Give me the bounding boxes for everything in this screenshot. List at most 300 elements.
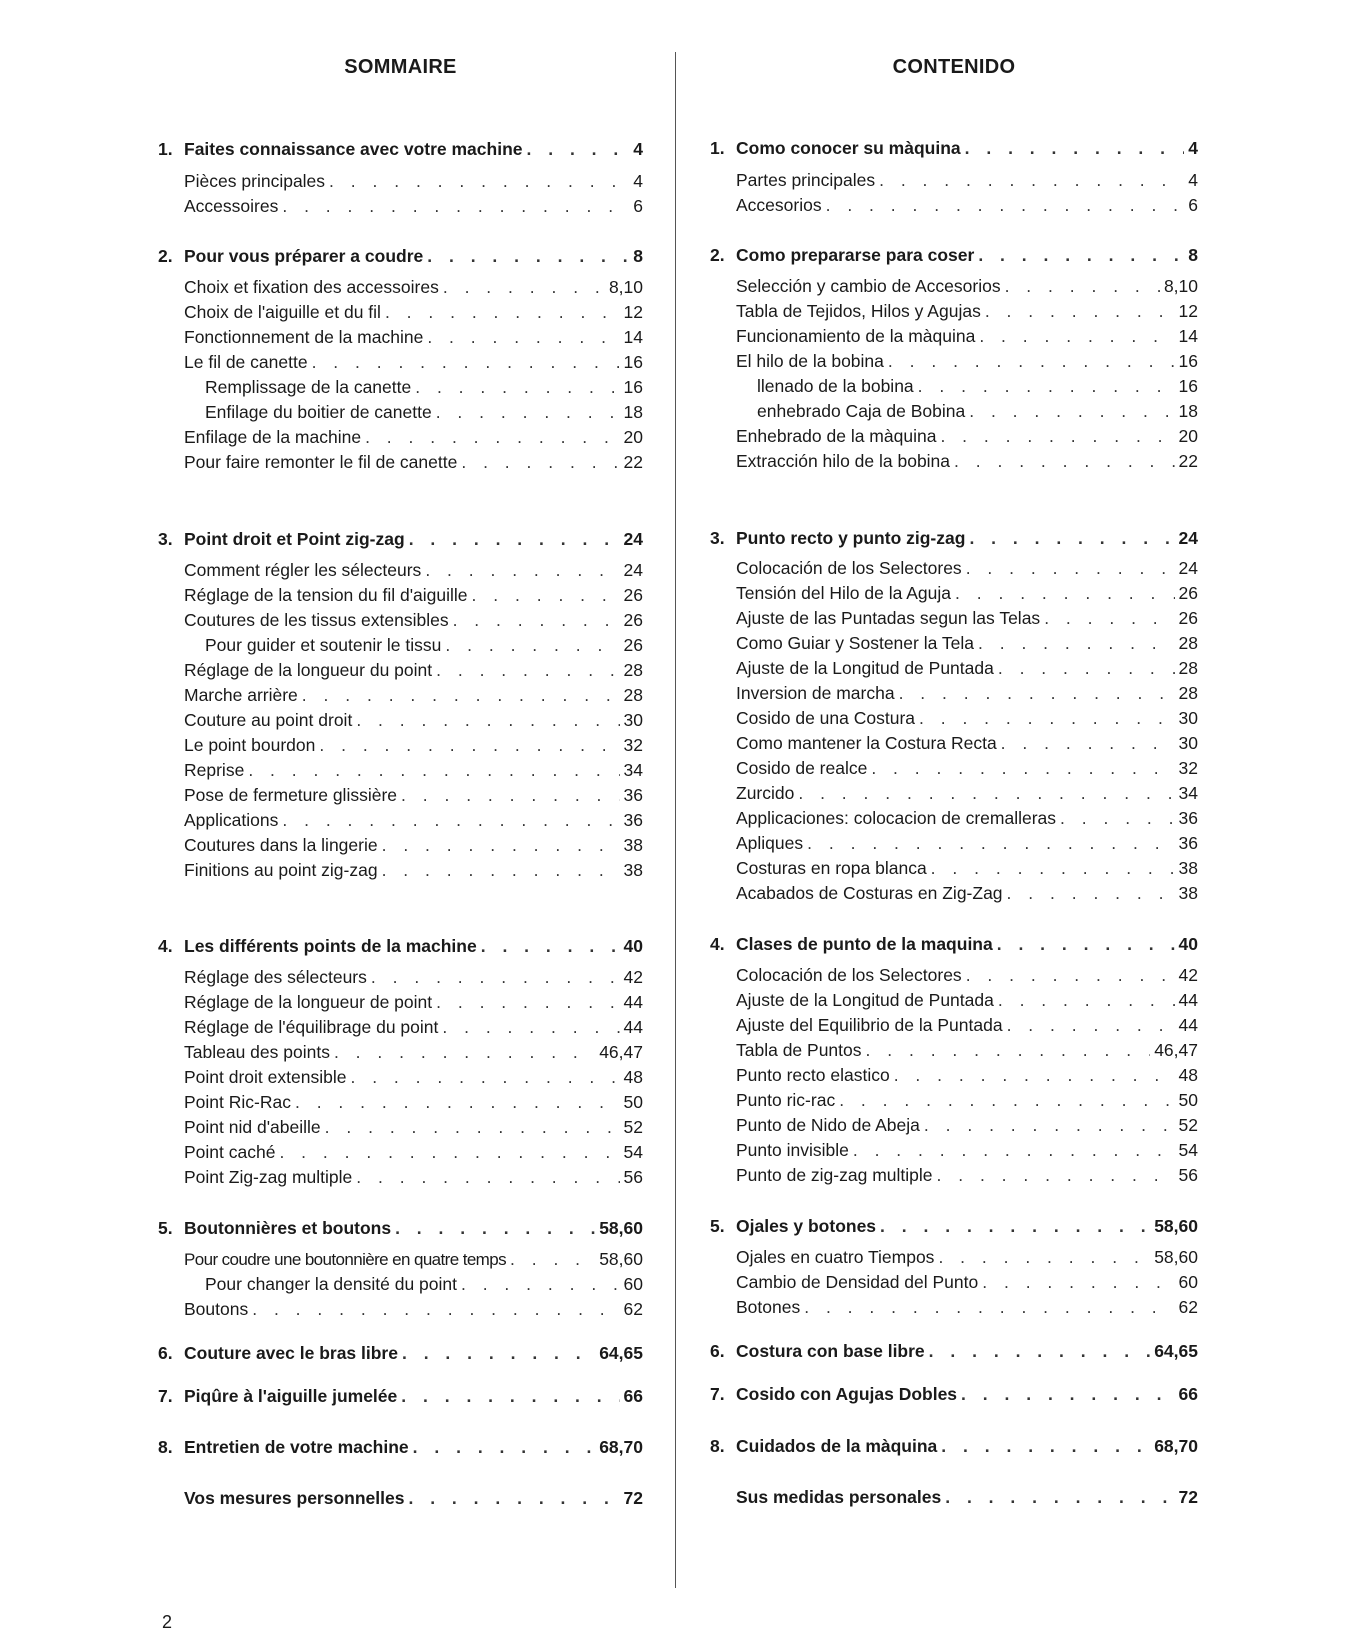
dot-leader xyxy=(1007,1014,1175,1036)
toc-entry-text: Costuras en ropa blanca xyxy=(736,858,927,878)
toc-page-number: 44 xyxy=(1178,1015,1198,1035)
dot-leader xyxy=(924,1114,1175,1136)
toc-section-number: 4. xyxy=(710,934,725,954)
toc-page-number: 50 xyxy=(1178,1090,1198,1110)
toc-entry-text: Punto de zig-zag multiple xyxy=(736,1165,933,1185)
french-toc-entry xyxy=(184,834,643,856)
spanish-toc-entry xyxy=(736,1089,1198,1111)
toc-entry-label xyxy=(710,1435,937,1457)
toc-entry-text: Pour coudre une boutonnière en quatre temps xyxy=(184,1250,506,1269)
toc-entry-text: Sus medidas personales xyxy=(736,1487,942,1507)
toc-page-number: 12 xyxy=(1178,301,1198,321)
toc-entry-label xyxy=(158,1385,397,1407)
spanish-toc-entry xyxy=(710,933,1198,955)
toc-entry-text: Ajuste de la Longitud de Puntada xyxy=(736,990,994,1010)
spanish-toc-entry xyxy=(710,1435,1198,1457)
spanish-toc-entry xyxy=(736,325,1198,347)
dot-leader xyxy=(985,300,1175,322)
spanish-toc-entry xyxy=(736,964,1198,986)
spanish-toc-entry xyxy=(736,1246,1198,1268)
toc-entry-text: Marche arrière xyxy=(184,685,298,705)
toc-page-number: 66 xyxy=(1178,1384,1198,1404)
dot-leader xyxy=(961,1383,1174,1405)
toc-entry-text: Cosido con Agujas Dobles xyxy=(736,1384,958,1404)
toc-entry-label xyxy=(736,169,875,191)
french-toc-entry xyxy=(158,1342,643,1364)
toc-entry-text: Couture au point droit xyxy=(184,710,353,730)
spanish-toc-entry xyxy=(736,1014,1198,1036)
dot-leader xyxy=(356,1166,619,1188)
french-toc-entry xyxy=(184,684,643,706)
french-toc-entry xyxy=(205,1273,643,1295)
toc-section-number: 7. xyxy=(710,1384,725,1404)
toc-entry-text: Pour faire remonter le fil de canette xyxy=(184,452,458,472)
toc-entry-text: Boutons xyxy=(184,1299,249,1319)
toc-entry-label xyxy=(710,1215,876,1237)
toc-page-number: 68,70 xyxy=(1154,1436,1198,1456)
french-toc-entry xyxy=(184,1298,643,1320)
toc-entry-label xyxy=(736,1271,978,1293)
french-toc-entry xyxy=(184,1141,643,1163)
toc-entry-text: llenado de la bobina xyxy=(757,376,914,396)
toc-page-number: 38 xyxy=(623,835,643,855)
dot-leader xyxy=(282,809,619,831)
toc-entry-label xyxy=(736,882,1003,904)
toc-entry-label xyxy=(710,527,965,549)
dot-leader xyxy=(1044,607,1174,629)
toc-page-number: 52 xyxy=(1178,1115,1198,1135)
toc-page-number: 46,47 xyxy=(599,1042,643,1062)
toc-entry-label xyxy=(736,682,895,704)
toc-entry-label xyxy=(736,707,915,729)
toc-entry-text: Accessoires xyxy=(184,196,279,216)
french-toc-entry xyxy=(158,1385,643,1407)
toc-page-number: 32 xyxy=(1178,758,1198,778)
toc-entry-label xyxy=(736,1164,933,1186)
spanish-toc-entry xyxy=(736,300,1198,322)
dot-leader xyxy=(350,1066,619,1088)
toc-entry-text: Selección y cambio de Accesorios xyxy=(736,276,1001,296)
toc-page-number: 18 xyxy=(1178,401,1198,421)
dot-leader xyxy=(998,989,1175,1011)
toc-page-number: 20 xyxy=(623,427,643,447)
french-toc-entry xyxy=(184,451,643,473)
french-toc-entry xyxy=(184,1248,643,1271)
toc-entry-text: Choix de l'aiguille et du fil xyxy=(184,302,381,322)
toc-entry-label xyxy=(184,709,352,731)
dot-leader xyxy=(804,1296,1174,1318)
toc-page-number: 16 xyxy=(1178,351,1198,371)
dot-leader xyxy=(436,991,619,1013)
dot-leader xyxy=(527,138,630,160)
toc-section-number: 1. xyxy=(158,139,173,159)
toc-entry-label xyxy=(736,807,1056,829)
toc-page-number: 36 xyxy=(623,785,643,805)
spanish-toc-entry xyxy=(736,275,1198,297)
toc-entry-text: Pièces principales xyxy=(184,171,326,191)
dot-leader xyxy=(427,245,629,267)
dot-leader xyxy=(919,707,1175,729)
toc-page-number: 52 xyxy=(623,1117,643,1137)
toc-page-number: 60 xyxy=(623,1274,643,1294)
toc-entry-text: Cuidados de la màquina xyxy=(736,1436,938,1456)
toc-entry-text: El hilo de la bobina xyxy=(736,351,884,371)
toc-entry-text: Pour guider et soutenir le tissu xyxy=(205,635,442,655)
spanish-toc-entry xyxy=(736,1114,1198,1136)
toc-section-number: 8. xyxy=(710,1436,725,1456)
toc-page-number: 8 xyxy=(633,246,643,266)
toc-page-number: 40 xyxy=(1178,934,1198,954)
toc-entry-label xyxy=(736,425,936,447)
dot-leader xyxy=(425,559,619,581)
toc-entry-label xyxy=(736,1014,1003,1036)
toc-section-number: 8. xyxy=(158,1437,173,1457)
dot-leader xyxy=(382,834,620,856)
toc-page-number: 26 xyxy=(623,610,643,630)
toc-entry-text: Comment régler les sélecteurs xyxy=(184,560,422,580)
dot-leader xyxy=(997,933,1175,955)
toc-page-number: 28 xyxy=(623,685,643,705)
toc-page-number: 16 xyxy=(623,377,643,397)
toc-page-number: 30 xyxy=(1178,708,1198,728)
dot-leader xyxy=(453,609,620,631)
toc-entry-text: Punto de Nido de Abeja xyxy=(736,1115,920,1135)
toc-page-number: 16 xyxy=(1178,376,1198,396)
dot-leader xyxy=(965,137,1185,159)
dot-leader xyxy=(279,1141,619,1163)
dot-leader xyxy=(969,527,1174,549)
dot-leader xyxy=(252,1298,619,1320)
toc-entry-text: Pose de fermeture glissière xyxy=(184,785,398,805)
dot-leader xyxy=(839,1089,1174,1111)
dot-leader xyxy=(853,1139,1175,1161)
toc-page-number: 56 xyxy=(623,1167,643,1187)
toc-entry-text: Colocación de los Selectores xyxy=(736,558,962,578)
toc-entry-label xyxy=(710,244,974,266)
toc-entry-text: enhebrado Caja de Bobina xyxy=(757,401,966,421)
toc-entry-text: Réglage de l'équilibrage du point xyxy=(184,1017,439,1037)
toc-page-number: 58,60 xyxy=(599,1218,643,1238)
toc-page-number: 36 xyxy=(623,810,643,830)
spanish-toc-entry xyxy=(736,607,1198,629)
toc-page-number: 4 xyxy=(633,171,643,191)
toc-entry-label xyxy=(184,1298,248,1320)
toc-entry-label xyxy=(184,784,397,806)
toc-entry-text: Zurcido xyxy=(736,783,795,803)
toc-entry-text: Reprise xyxy=(184,760,245,780)
toc-page-number: 26 xyxy=(623,585,643,605)
toc-page-number: 72 xyxy=(1178,1487,1198,1507)
dot-leader xyxy=(1060,807,1175,829)
toc-page-number: 26 xyxy=(1178,583,1198,603)
toc-entry-text: Apliques xyxy=(736,833,804,853)
toc-entry-label xyxy=(184,609,449,631)
toc-entry-text: Como mantener la Costura Recta xyxy=(736,733,997,753)
toc-entry-text: Le fil de canette xyxy=(184,352,308,372)
dot-leader xyxy=(955,582,1175,604)
toc-page-number: 8,10 xyxy=(608,277,643,297)
toc-page-number: 44 xyxy=(1178,990,1198,1010)
toc-entry-label xyxy=(736,275,1001,297)
toc-entry-text: Como prepararse para coser xyxy=(736,245,975,265)
dot-leader xyxy=(302,684,620,706)
toc-entry-text: Acabados de Costuras en Zig-Zag xyxy=(736,883,1003,903)
toc-entry-label xyxy=(184,559,421,581)
dot-leader xyxy=(982,1271,1174,1293)
toc-page-number: 34 xyxy=(623,760,643,780)
dot-leader xyxy=(899,682,1175,704)
toc-entry-text: Como conocer su màquina xyxy=(736,138,961,158)
toc-page-number: 34 xyxy=(1178,783,1198,803)
toc-entry-label xyxy=(184,584,468,606)
toc-entry-text: Pour vous préparer a coudre xyxy=(184,246,424,266)
toc-entry-label xyxy=(184,991,432,1013)
french-toc-entry xyxy=(184,351,643,373)
toc-page-number: 42 xyxy=(1178,965,1198,985)
dot-leader xyxy=(954,450,1175,472)
toc-page-number: 58,60 xyxy=(599,1249,643,1269)
toc-page-number: 68,70 xyxy=(599,1437,643,1457)
dot-leader xyxy=(894,1064,1175,1086)
toc-entry-label xyxy=(736,194,822,216)
french-toc-entry xyxy=(158,528,643,550)
toc-entry-label xyxy=(736,964,962,986)
spanish-toc-entry xyxy=(736,657,1198,679)
french-toc-entry xyxy=(184,859,643,881)
toc-entry-text: Botones xyxy=(736,1297,801,1317)
toc-entry-label xyxy=(736,857,927,879)
spanish-toc-entry xyxy=(757,400,1198,422)
toc-entry-label xyxy=(184,966,367,988)
toc-entry-text: Applications xyxy=(184,810,279,830)
french-toc-entry xyxy=(184,1066,643,1088)
toc-entry-text: Piqûre à l'aiguille jumelée xyxy=(184,1386,398,1406)
spanish-toc-entry xyxy=(736,807,1198,829)
toc-entry-text: Como Guiar y Sostener la Tela xyxy=(736,633,974,653)
toc-entry-text: Colocación de los Selectores xyxy=(736,965,962,985)
toc-entry-text: Enfilage du boitier de canette xyxy=(205,402,432,422)
toc-entry-label xyxy=(184,659,432,681)
spanish-toc-entry xyxy=(710,1215,1198,1237)
dot-leader xyxy=(325,1116,620,1138)
toc-section-number: 7. xyxy=(158,1386,173,1406)
toc-page-number: 44 xyxy=(623,992,643,1012)
toc-page-number: 30 xyxy=(623,710,643,730)
dot-leader xyxy=(826,194,1185,216)
toc-entry-label xyxy=(184,195,278,217)
toc-entry-text: Boutonnières et boutons xyxy=(184,1218,392,1238)
dot-leader xyxy=(472,584,620,606)
toc-entry-label xyxy=(205,401,432,423)
french-toc-entry xyxy=(184,276,643,298)
spanish-toc-entry xyxy=(736,832,1198,854)
toc-entry-label xyxy=(736,989,994,1011)
toc-entry-label xyxy=(736,300,981,322)
toc-section-number: 3. xyxy=(158,529,173,549)
spanish-toc-entry xyxy=(736,857,1198,879)
french-toc-entry xyxy=(184,170,643,192)
toc-entry-label xyxy=(205,376,411,398)
toc-entry-label xyxy=(158,1217,391,1239)
french-toc-entry xyxy=(184,195,643,217)
dot-leader xyxy=(436,401,620,423)
toc-entry-text: Point caché xyxy=(184,1142,276,1162)
french-toc-entry xyxy=(184,609,643,631)
spanish-toc-entry xyxy=(736,350,1198,372)
dot-leader xyxy=(945,1486,1174,1508)
toc-entry-text: Coutures de les tissus extensibles xyxy=(184,610,449,630)
dot-leader xyxy=(385,301,620,323)
toc-entry-label xyxy=(158,138,523,160)
toc-page-number: 18 xyxy=(623,402,643,422)
toc-entry-text: Réglage de la longueur du point xyxy=(184,660,433,680)
toc-page-number: 62 xyxy=(623,1299,643,1319)
toc-page-number: 4 xyxy=(1188,170,1198,190)
dot-leader xyxy=(356,709,619,731)
toc-entry-label xyxy=(736,782,794,804)
dot-leader xyxy=(402,1342,595,1364)
toc-entry-text: Ojales y botones xyxy=(736,1216,877,1236)
toc-page-number: 54 xyxy=(623,1142,643,1162)
toc-entry-text: Enhebrado de la màquina xyxy=(736,426,937,446)
toc-page-number: 28 xyxy=(623,660,643,680)
toc-entry-text: Ojales en cuatro Tiempos xyxy=(736,1247,935,1267)
toc-entry-label xyxy=(184,759,244,781)
dot-leader xyxy=(461,1273,620,1295)
dot-leader xyxy=(1001,732,1175,754)
toc-page-number: 26 xyxy=(1178,608,1198,628)
toc-page-number: 36 xyxy=(1178,808,1198,828)
toc-entry-label xyxy=(736,582,951,604)
toc-entry-label xyxy=(184,1487,404,1509)
toc-entry-text: Réglage des sélecteurs xyxy=(184,967,367,987)
spanish-toc-entry xyxy=(736,450,1198,472)
toc-entry-text: Entretien de votre machine xyxy=(184,1437,409,1457)
toc-entry-text: Enfilage de la machine xyxy=(184,427,362,447)
toc-entry-text: Le point bourdon xyxy=(184,735,316,755)
toc-entry-label xyxy=(158,528,405,550)
toc-entry-text: Point Zig-zag multiple xyxy=(184,1167,353,1187)
toc-page-number: 8,10 xyxy=(1163,276,1198,296)
toc-entry-label xyxy=(757,375,914,397)
dot-leader xyxy=(880,1215,1150,1237)
french-toc-entry xyxy=(158,245,643,267)
french-toc-entry xyxy=(205,401,643,423)
toc-entry-label xyxy=(736,657,994,679)
spanish-toc-entry xyxy=(710,244,1198,266)
spanish-toc-entry xyxy=(736,425,1198,447)
dot-leader xyxy=(282,195,629,217)
french-toc-entry xyxy=(158,1217,643,1239)
toc-entry-text: Choix et fixation des accessoires xyxy=(184,277,439,297)
toc-entry-label xyxy=(736,1246,934,1268)
dot-leader xyxy=(334,1041,595,1063)
toc-entry-text: Fonctionnement de la machine xyxy=(184,327,424,347)
spanish-toc-entry xyxy=(736,1039,1198,1061)
toc-entry-label xyxy=(736,1139,849,1161)
dot-leader xyxy=(510,1248,595,1270)
toc-entry-label xyxy=(184,170,325,192)
spanish-toc-entry xyxy=(736,782,1198,804)
toc-page-number: 8 xyxy=(1188,245,1198,265)
toc-entry-text: Réglage de la longueur de point xyxy=(184,992,433,1012)
dot-leader xyxy=(979,325,1174,347)
french-toc-entry xyxy=(205,376,643,398)
toc-entry-label xyxy=(736,325,975,347)
toc-entry-text: Couture avec le bras libre xyxy=(184,1343,398,1363)
toc-page-number: 48 xyxy=(623,1067,643,1087)
spanish-toc-entry xyxy=(736,989,1198,1011)
toc-page-number: 12 xyxy=(623,302,643,322)
toc-entry-label xyxy=(736,1039,862,1061)
page-number: 2 xyxy=(162,1612,173,1632)
dot-leader xyxy=(481,935,620,957)
toc-entry-label xyxy=(205,1273,457,1295)
toc-entry-text: Point droit et Point zig-zag xyxy=(184,529,405,549)
french-toc-entry xyxy=(184,734,643,756)
toc-entry-text: Applicaciones: colocacion de cremalleras xyxy=(736,808,1057,828)
toc-entry-label xyxy=(736,757,867,779)
spanish-toc-entry xyxy=(710,137,1198,159)
dot-leader xyxy=(879,169,1184,191)
french-toc-entry xyxy=(158,935,643,957)
toc-entry-text: Tabla de Puntos xyxy=(736,1040,862,1060)
dot-leader xyxy=(966,557,1175,579)
toc-page-number: 58,60 xyxy=(1154,1216,1198,1236)
french-toc-entry xyxy=(184,809,643,831)
toc-section-number: 1. xyxy=(710,138,725,158)
toc-entry-text: Pour changer la densité du point xyxy=(205,1274,457,1294)
toc-entry-label xyxy=(710,933,993,955)
toc-entry-text: Partes principales xyxy=(736,170,876,190)
toc-entry-label xyxy=(736,557,962,579)
toc-entry-text: Point droit extensible xyxy=(184,1067,347,1087)
spanish-toc-entry xyxy=(757,375,1198,397)
french-toc-entry xyxy=(184,966,643,988)
spanish-toc-entry xyxy=(736,582,1198,604)
dot-leader xyxy=(866,1039,1151,1061)
toc-entry-text: Punto recto elastico xyxy=(736,1065,890,1085)
toc-entry-text: Clases de punto de la maquina xyxy=(736,934,993,954)
toc-page-number: 26 xyxy=(623,635,643,655)
dot-leader xyxy=(395,1217,595,1239)
dot-leader xyxy=(248,759,619,781)
toc-section-number: 3. xyxy=(710,528,725,548)
toc-entry-label xyxy=(184,451,457,473)
toc-section-number: 6. xyxy=(710,1341,725,1361)
toc-page-number: 22 xyxy=(1178,451,1198,471)
dot-leader xyxy=(969,400,1174,422)
dot-leader xyxy=(918,375,1175,397)
french-toc-entry xyxy=(184,1166,643,1188)
toc-section-number: 2. xyxy=(158,246,173,266)
toc-entry-text: Faites connaissance avec votre machine xyxy=(184,139,523,159)
french-toc-entry xyxy=(184,301,643,323)
toc-entry-label xyxy=(736,1064,890,1086)
toc-section-number: 5. xyxy=(158,1218,173,1238)
toc-page-number: 64,65 xyxy=(599,1343,643,1363)
dot-leader xyxy=(312,351,620,373)
toc-entry-text: Inversion de marcha xyxy=(736,683,895,703)
toc-entry-text: Tableau des points xyxy=(184,1042,330,1062)
toc-page-number: 24 xyxy=(1178,528,1198,548)
toc-entry-label xyxy=(158,935,477,957)
spanish-toc-entry xyxy=(736,682,1198,704)
toc-entry-label xyxy=(757,400,965,422)
toc-entry-label xyxy=(736,832,803,854)
toc-entry-label xyxy=(184,809,278,831)
toc-entry-text: Punto ric-rac xyxy=(736,1090,836,1110)
